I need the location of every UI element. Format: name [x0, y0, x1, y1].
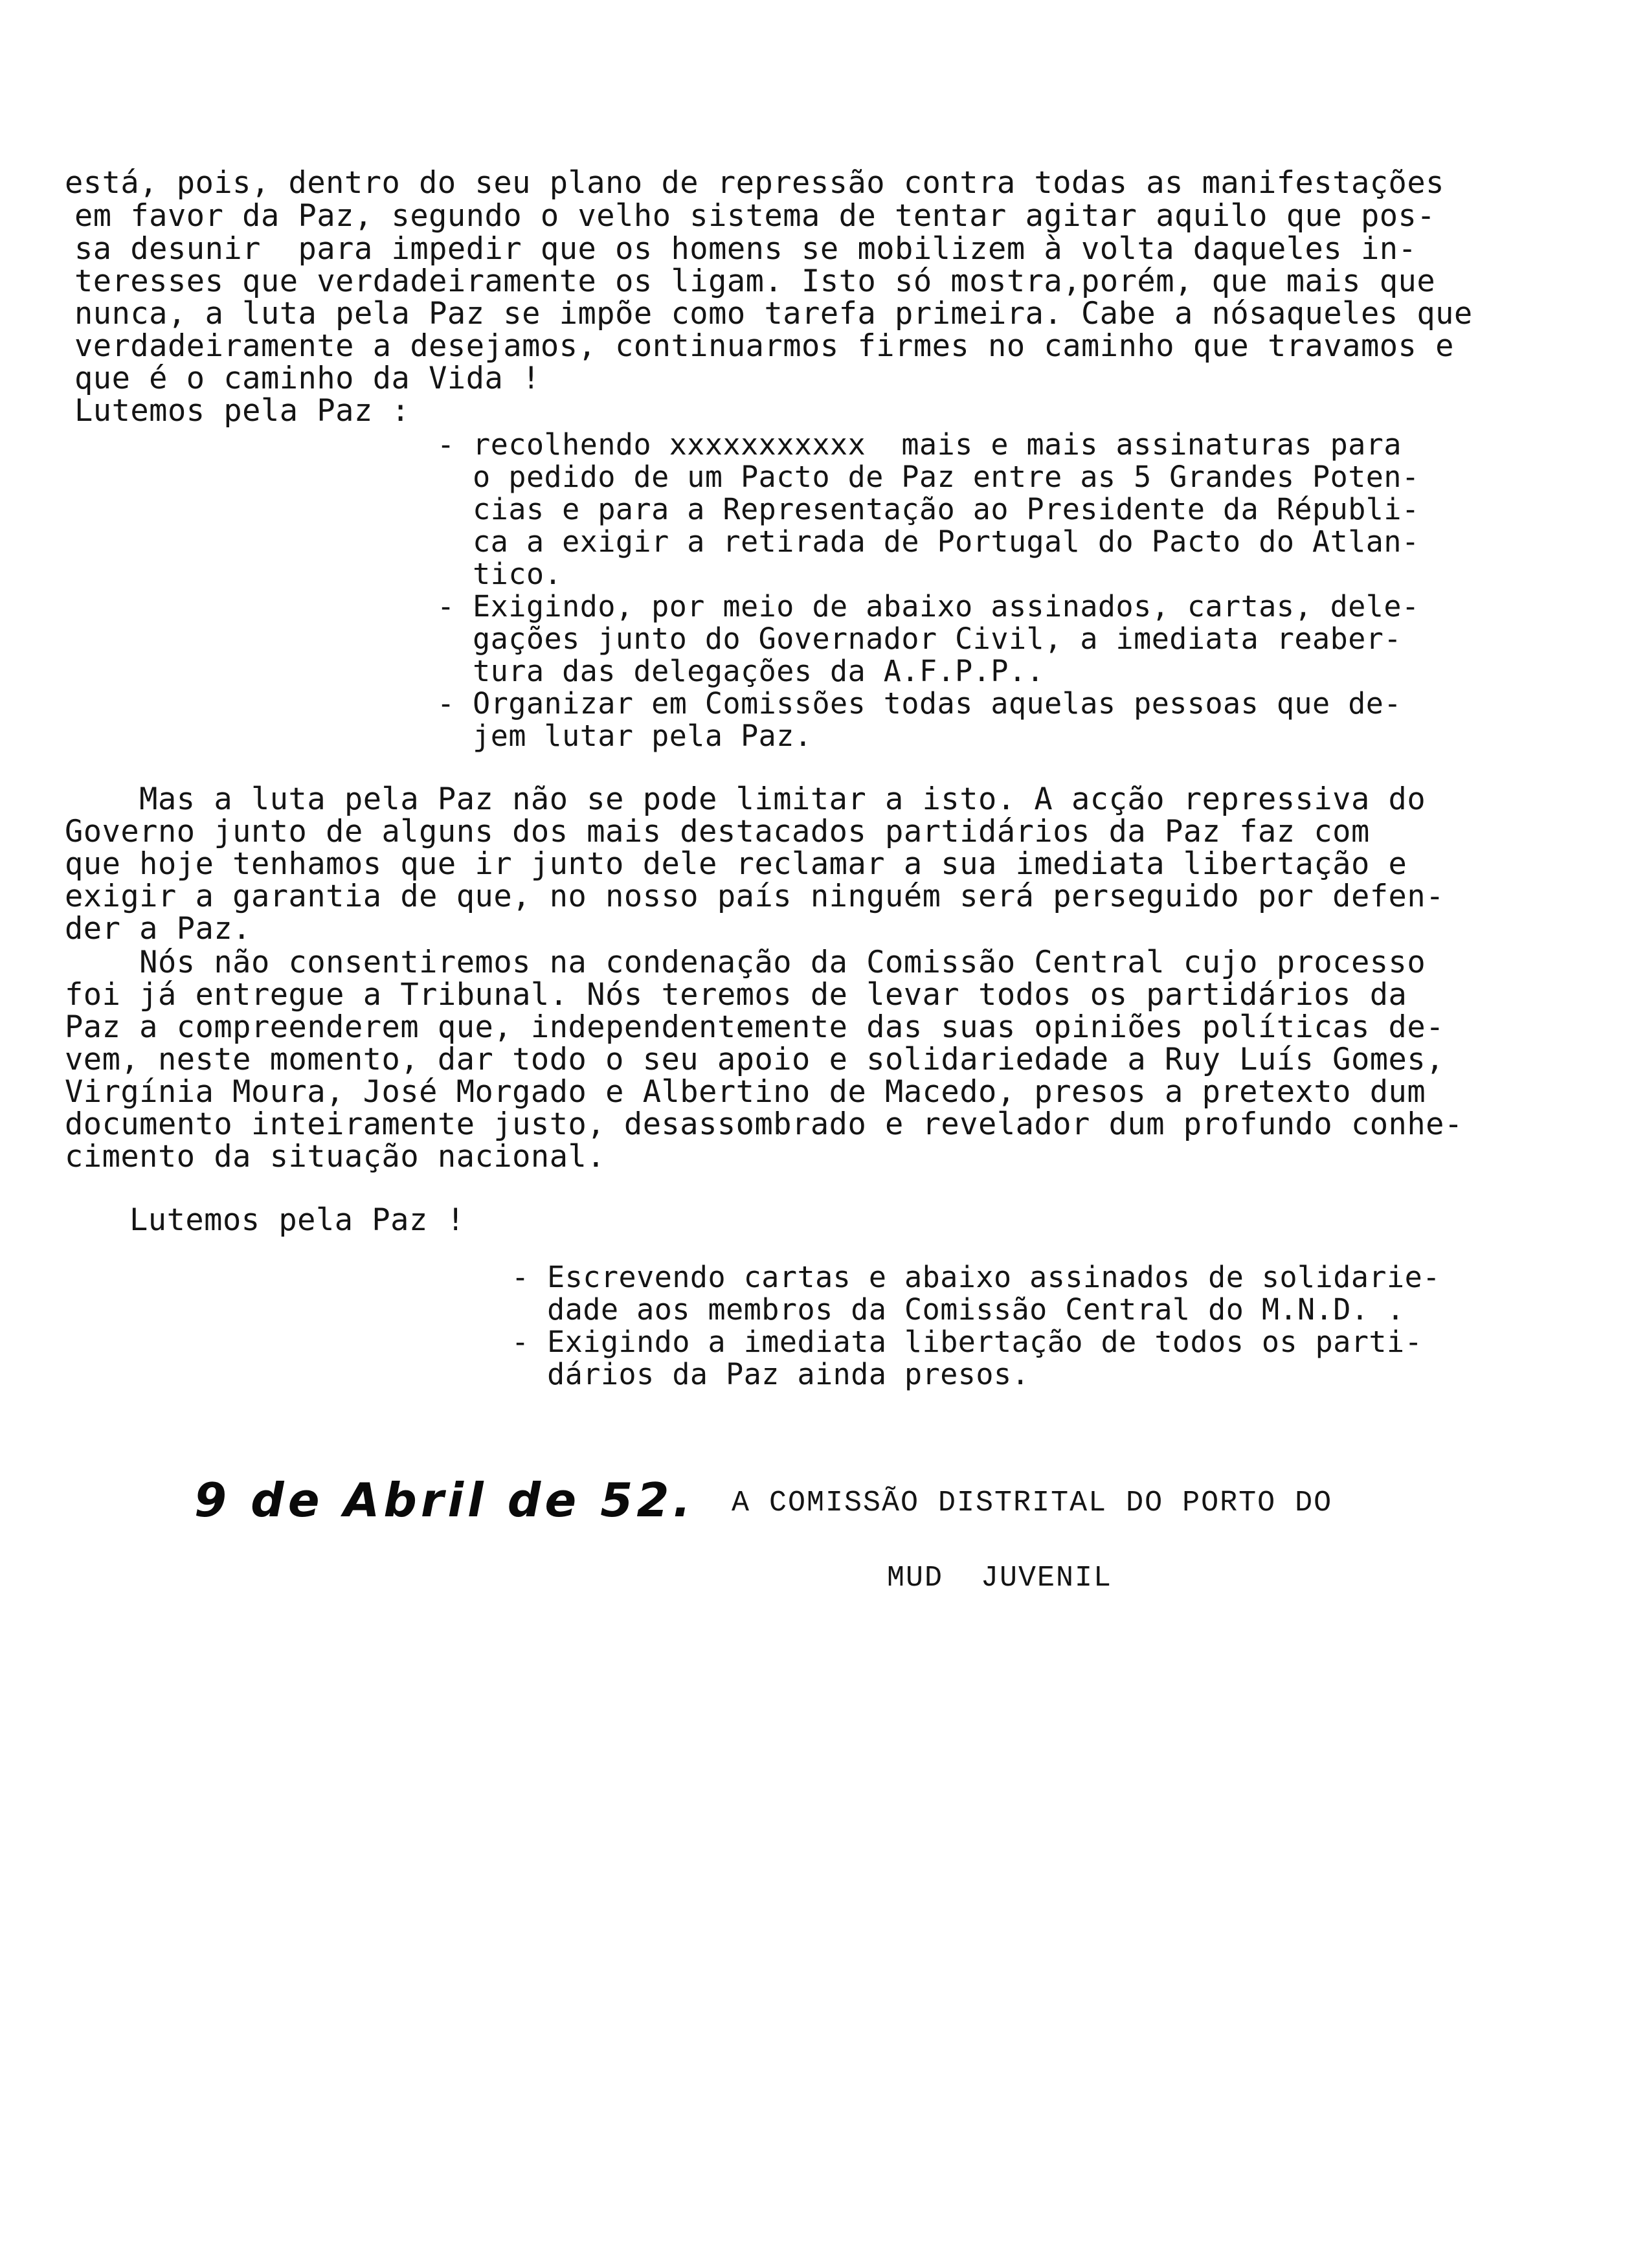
paragraph-1-line: em favor da Paz, segundo o velho sistema de tentar agitar aquilo que pos-: [74, 198, 1436, 234]
paragraph-2-line: que hoje tenhamos que ir junto dele reclamar a sua imediata libertação e: [65, 846, 1407, 882]
paragraph-3-line: Nós não consentiremos na condenação da Comissão Central cujo processo: [65, 945, 1426, 980]
paragraph-3-line: Virgínia Moura, José Morgado e Albertino de Macedo, presos a pretexto dum: [65, 1074, 1426, 1110]
call-to-action-2: Lutemos pela Paz !: [129, 1202, 465, 1238]
paragraph-2-line: der a Paz.: [65, 911, 251, 947]
paragraph-3-line: foi já entregue a Tribunal. Nós teremos de levar todos os partidários da: [65, 977, 1407, 1013]
list-item-line: dários da Paz ainda presos.: [511, 1357, 1030, 1391]
paragraph-1-line: sa desunir para impedir que os homens se mobilizem à volta daqueles in-: [74, 231, 1417, 267]
paragraph-3-line: cimento da situação nacional.: [65, 1139, 606, 1174]
call-to-action-1: Lutemos pela Paz :: [74, 393, 410, 429]
list-item-line: jem lutar pela Paz.: [437, 719, 812, 753]
paragraph-1-line: está, pois, dentro do seu plano de repressão contra todas as manifestações: [65, 165, 1444, 201]
list-item-line: ca a exigir a retirada de Portugal do Pacto do Atlan-: [437, 524, 1420, 559]
handwritten-date: 9 de Abril de 52.: [194, 1473, 695, 1527]
signature-line-2: MUD JUVENIL: [887, 1562, 1113, 1595]
list-item-line: tico.: [437, 557, 563, 591]
signature-line-1: A COMISSÃO DISTRITAL DO PORTO DO: [732, 1487, 1333, 1520]
list-item-line: - Organizar em Comissões todas aquelas pessoas que de-: [437, 686, 1402, 721]
paragraph-2-line: Mas a luta pela Paz não se pode limitar a isto. A acção repressiva do: [65, 781, 1426, 817]
list-item-line: - Exigindo a imediata libertação de todos os parti-: [511, 1325, 1423, 1359]
list-item-line: tura das delegações da A.F.P.P..: [437, 654, 1045, 688]
list-item-line: - Escrevendo cartas e abaixo assinados de solidarie-: [511, 1260, 1440, 1294]
list-item-line: o pedido de um Pacto de Paz entre as 5 Grandes Poten-: [437, 460, 1420, 494]
paragraph-3-line: Paz a compreenderem que, independentemente das suas opiniões políticas de-: [65, 1009, 1444, 1045]
paragraph-3-line: documento inteiramente justo, desassombrado e revelador dum profundo conhe-: [65, 1106, 1463, 1142]
paragraph-1-line: teresses que verdadeiramente os ligam. Isto só mostra,porém, que mais que: [74, 264, 1436, 299]
list-item-line: dade aos membros da Comissão Central do M.N.D. .: [511, 1292, 1405, 1327]
paragraph-1-line: que é o caminho da Vida !: [74, 361, 541, 396]
paragraph-2-line: Governo junto de alguns dos mais destacados partidários da Paz faz com: [65, 814, 1370, 849]
paragraph-1-line: nunca, a luta pela Paz se impõe como tarefa primeira. Cabe a nósaqueles que: [74, 296, 1473, 331]
list-item-line: cias e para a Representação ao Presidente da Républi-: [437, 492, 1420, 526]
list-item-line: - recolhendo xxxxxxxxxxx mais e mais assinaturas para: [437, 427, 1402, 462]
paragraph-2-line: exigir a garantia de que, no nosso país ninguém será perseguido por defen-: [65, 879, 1444, 914]
paragraph-3-line: vem, neste momento, dar todo o seu apoio e solidariedade a Ruy Luís Gomes,: [65, 1042, 1444, 1077]
paragraph-1-line: verdadeiramente a desejamos, continuarmos firmes no caminho que travamos e: [74, 328, 1454, 364]
list-item-line: - Exigindo, por meio de abaixo assinados, cartas, dele-: [437, 589, 1420, 623]
list-item-line: gações junto do Governador Civil, a imediata reaber-: [437, 622, 1402, 656]
